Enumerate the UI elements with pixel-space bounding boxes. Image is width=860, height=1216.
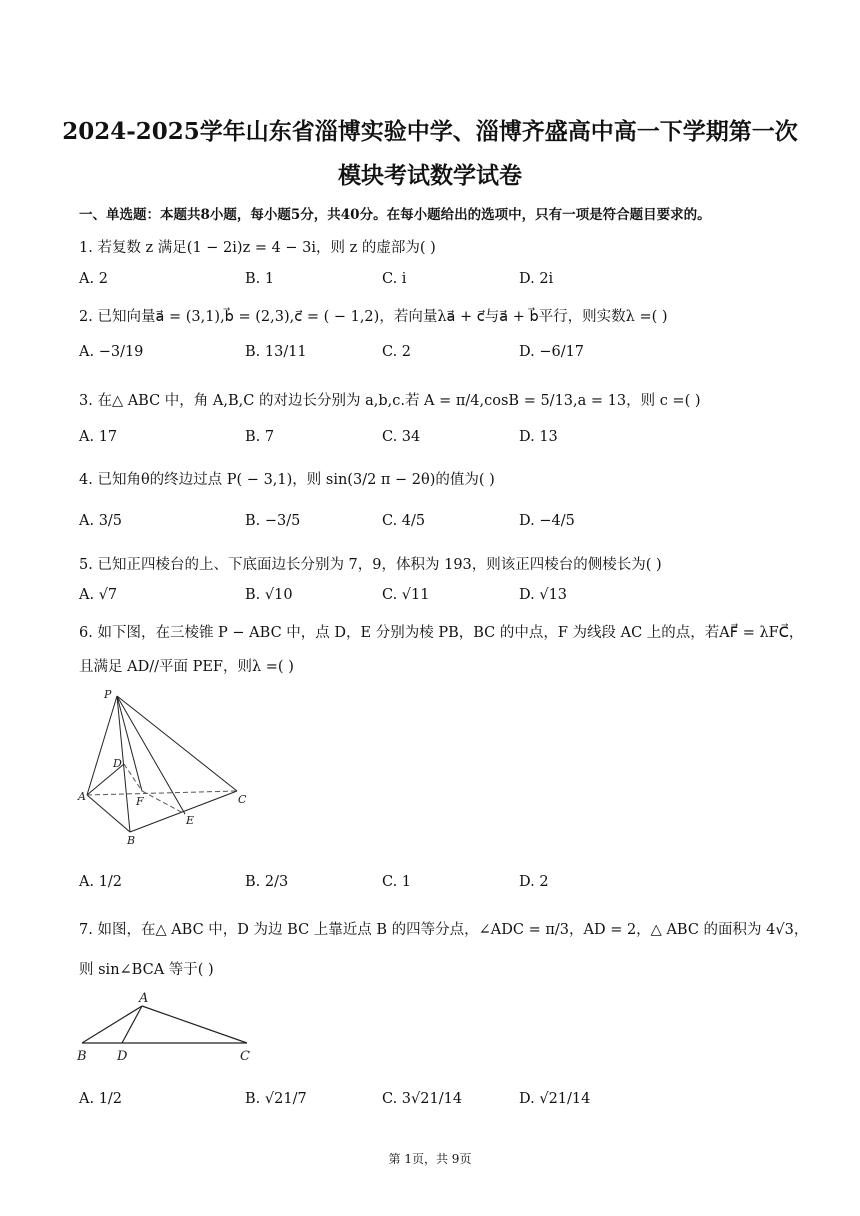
label-c: C [240, 1049, 250, 1064]
option-d: D. √21/14 [519, 1091, 591, 1107]
question-4-stem: 4. 已知角θ的终边过点 P( − 3,1)，则 sin(3/2 π − 2θ)的值为( ) [79, 472, 495, 488]
question-2-options [79, 344, 779, 370]
question-1-stem: 1. 若复数 z 满足(1 − 2i)z = 4 − 3i，则 z 的虚部为( ) [79, 240, 436, 256]
question-6-stem: 6. 如下图，在三棱锥 P − ABC 中，点 D，E 分别为棱 PB，BC 的中点，F 为线段 AC 上的点，若AF⃗ = λFC⃗， [79, 625, 804, 641]
question-7-options [79, 1091, 779, 1117]
option-c: C. 1 [382, 874, 412, 890]
option-a: A. −3/19 [79, 344, 144, 360]
label-b: B [127, 834, 136, 847]
option-a: A. 1/2 [79, 1091, 123, 1107]
question-7-stem: 7. 如图，在△ ABC 中，D 为边 BC 上靠近点 B 的四等分点，∠ADC = π/3，AD = 2，△ ABC 的面积为 4√3， [79, 922, 809, 938]
option-c: C. 2 [382, 344, 412, 360]
question-4-options [79, 513, 779, 539]
option-b: B. √10 [245, 587, 293, 603]
tetrahedron-figure [75, 684, 255, 850]
label-d: D [113, 757, 122, 770]
option-b: B. 7 [245, 429, 275, 445]
option-d: D. 2i [519, 271, 554, 287]
question-3-stem: 3. 在△ ABC 中，角 A,B,C 的对边长分别为 a,b,c.若 A = π/4,cosB = 5/13,a = 13，则 c =( ) [79, 393, 701, 409]
label-c: C [238, 793, 247, 806]
option-c: C. √11 [382, 587, 430, 603]
label-a: A [78, 790, 86, 803]
label-d: D [117, 1049, 128, 1064]
option-b: B. −3/5 [245, 513, 301, 529]
question-7-stem-line2: 则 sin∠BCA 等于( ) [79, 962, 214, 978]
section-heading: 一、单选题：本题共8小题，每小题5分，共40分。在每小题给出的选项中，只有一项是符合题目要求的。 [79, 207, 711, 223]
option-d: D. 2 [519, 874, 549, 890]
option-b: B. √21/7 [245, 1091, 307, 1107]
question-5-options [79, 587, 779, 613]
option-b: B. 1 [245, 271, 275, 287]
label-f: F [136, 795, 144, 808]
option-c: C. 4/5 [382, 513, 426, 529]
option-b: B. 13/11 [245, 344, 307, 360]
label-p: P [104, 688, 112, 701]
option-a: A. 17 [79, 429, 118, 445]
option-c: C. 3√21/14 [382, 1091, 463, 1107]
option-c: C. 34 [382, 429, 421, 445]
question-6-options [79, 874, 779, 900]
option-a: A. 3/5 [79, 513, 123, 529]
question-6-stem-line2: 且满足 AD//平面 PEF，则λ =( ) [79, 659, 294, 675]
label-e: E [186, 814, 195, 827]
option-a: A. 1/2 [79, 874, 123, 890]
triangle-figure [75, 988, 265, 1066]
option-d: D. −4/5 [519, 513, 575, 529]
question-5-stem: 5. 已知正四棱台的上、下底面边长分别为 7，9，体积为 193，则该正四棱台的侧棱长为( ) [79, 557, 662, 573]
option-d: D. √13 [519, 587, 568, 603]
label-b: B [77, 1049, 87, 1064]
question-1-options [79, 271, 779, 297]
option-a: A. 2 [79, 271, 108, 287]
page-footer: 第 1页，共 9页 [388, 1152, 472, 1166]
exam-title-line1: 2024-2025学年山东省淄博实验中学、淄博齐盛高中高一下学期第一次 [62, 118, 798, 145]
option-d: D. −6/17 [519, 344, 585, 360]
option-a: A. √7 [79, 587, 118, 603]
question-3-options [79, 429, 779, 455]
label-a: A [139, 991, 149, 1006]
exam-title-line2: 模块考试数学试卷 [338, 162, 522, 189]
question-2-stem: 2. 已知向量a⃗ = (3,1),b⃗ = (2,3),c⃗ = ( − 1,2)，若向量λa⃗ + c⃗与a⃗ + b⃗平行，则实数λ =( ) [79, 309, 668, 325]
option-d: D. 13 [519, 429, 558, 445]
option-b: B. 2/3 [245, 874, 289, 890]
option-c: C. i [382, 271, 407, 287]
